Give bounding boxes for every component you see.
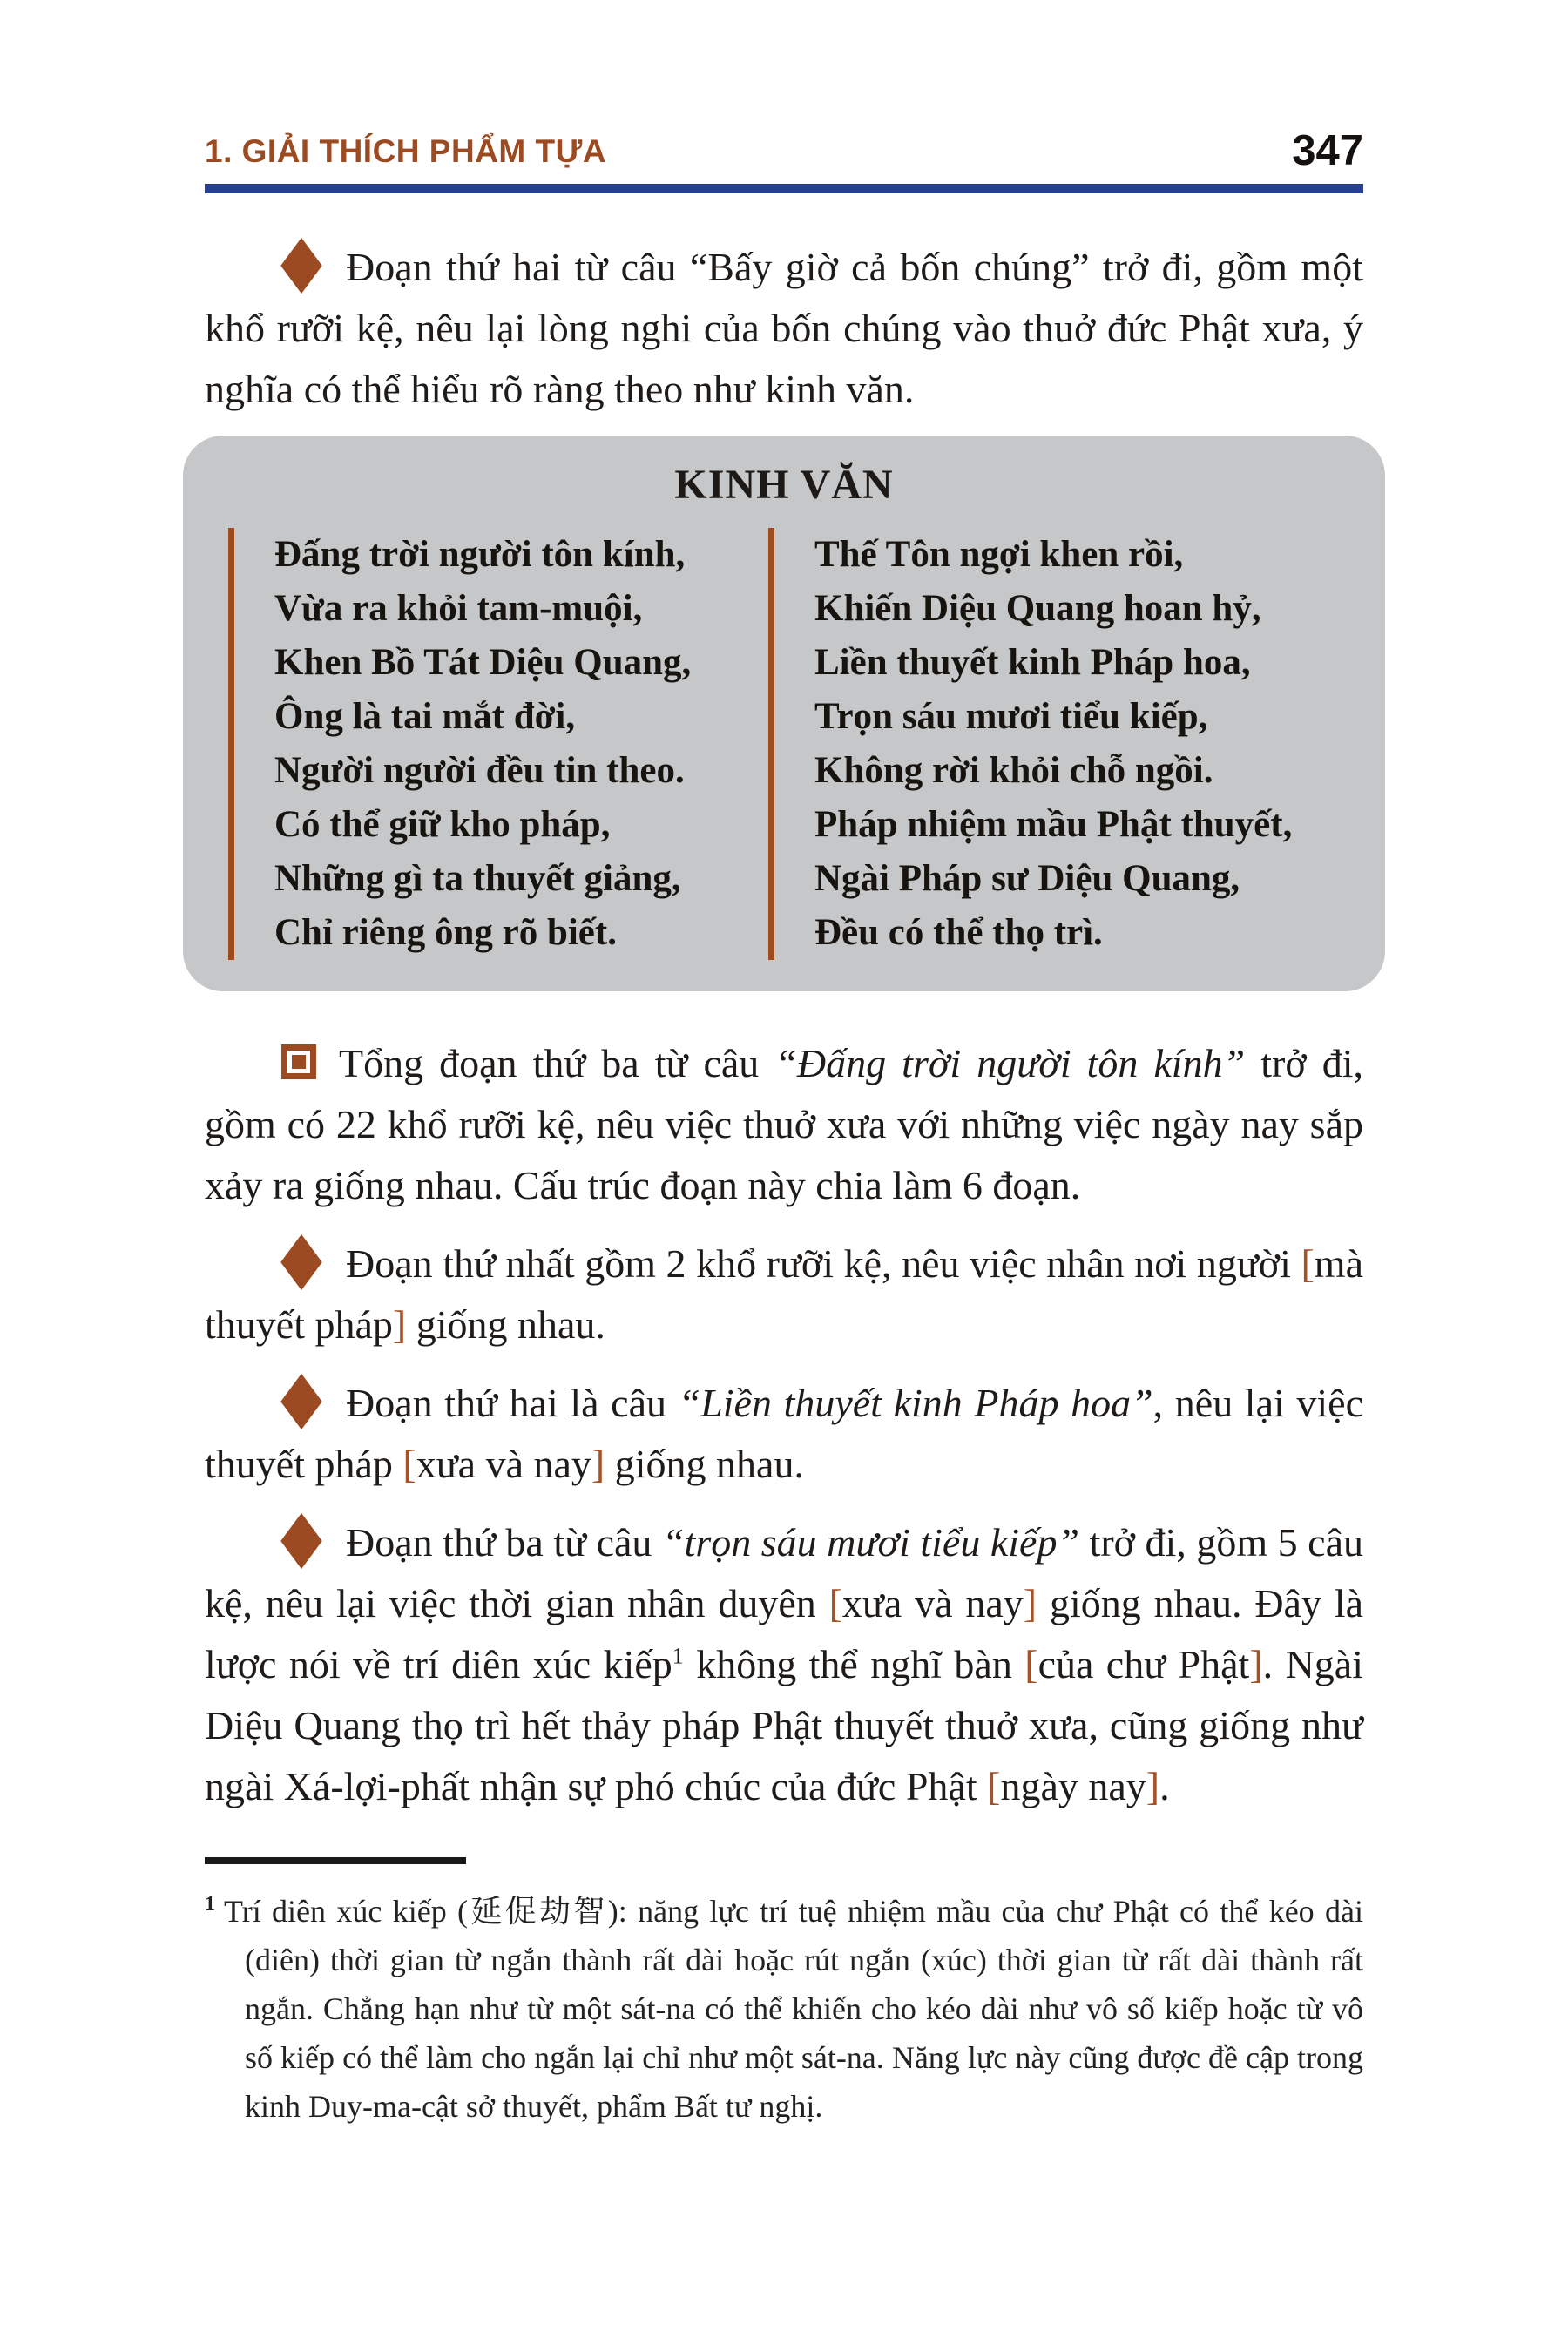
text-run: trở đi, gồm 5 câu kệ, nêu lại việc thời gian nhân duyên — [205, 1520, 1363, 1625]
bracket-mark: ] — [1023, 1581, 1037, 1625]
text-run: xưa và nay — [416, 1442, 591, 1486]
text-run: xưa và nay — [841, 1581, 1024, 1625]
header-rule — [205, 184, 1363, 193]
running-header-title: 1. GIẢI THÍCH PHẨM TỰA — [205, 133, 607, 169]
bracket-mark: [ — [1301, 1241, 1315, 1286]
text-run: Đoạn thứ hai từ câu “Bấy giờ cả bốn chúng” trở đi, gồm một khổ rưỡi kệ, nêu lại lòng nghi của bốn chúng vào thuở đức Phật xưa, ý nghĩa có thể hiểu rõ ràng theo như kinh văn. — [205, 245, 1363, 411]
verse-line: Chỉ riêng ông rõ biết. — [274, 912, 617, 953]
text-run: không thể nghĩ bàn — [683, 1642, 1025, 1686]
text-run: giống nhau. — [406, 1302, 605, 1347]
verse-line: Khiến Diệu Quang hoan hỷ, — [814, 588, 1261, 629]
verse-column-right — [768, 528, 1385, 960]
footnote — [205, 1887, 1363, 2131]
text-run: giống nhau. Đây là lược nói về trí diên xúc kiếp — [205, 1581, 1364, 1686]
verse-line: Vừa ra khỏi tam-muội, — [274, 588, 643, 629]
text-run: Trí diên xúc kiếp (延促劫智): năng lực trí tuệ nhiệm mầu của chư Phật có thể kéo dài (diên) thời gian từ ngắn thành rất dài hoặc rút ngắn (xúc) thời gian từ rất dài thành rất ngắn. Chẳng hạn như từ một sát-na có thể khiến cho kéo dài như vô số kiếp hoặc từ vô số kiếp có thể làm cho ngắn lại chỉ như một sát-na. Năng lực này cũng được đề cập trong kinh Duy-ma-cật sở thuyết, phẩm Bất tư nghị. — [224, 1894, 1363, 2124]
bracket-mark: ] — [1249, 1642, 1263, 1686]
kinh-van-box — [183, 436, 1385, 991]
verse-line: Thế Tôn ngợi khen rồi, — [814, 534, 1184, 575]
text-run: Đoạn thứ hai là câu — [346, 1381, 679, 1425]
diamond-bullet-icon — [280, 1513, 322, 1569]
verse-line: Người người đều tin theo. — [274, 750, 685, 791]
verse-line: Đều có thể thọ trì. — [814, 912, 1103, 953]
text-run: ngày nay — [1000, 1764, 1146, 1808]
diamond-bullet-icon — [280, 1374, 322, 1429]
text-run: Tổng đoạn thứ ba từ câu — [339, 1041, 775, 1085]
verse-line: Không rời khỏi chỗ ngồi. — [814, 750, 1213, 791]
verse-columns — [183, 528, 1385, 960]
diamond-bullet-icon — [280, 1234, 322, 1290]
verse-line: Đấng trời người tôn kính, — [274, 534, 686, 575]
footnote-text — [224, 1894, 1363, 2124]
text-run: của chư Phật — [1037, 1642, 1250, 1686]
quoted-verse-text: “Đấng trời người tôn kính” — [774, 1041, 1246, 1085]
text-run: . — [1159, 1764, 1170, 1808]
quoted-verse-text: “Liền thuyết kinh Pháp hoa” — [678, 1381, 1153, 1425]
commentary-paragraphs — [205, 1033, 1363, 1817]
paragraph — [205, 237, 1363, 420]
bracket-mark: ] — [591, 1442, 605, 1486]
paragraph — [205, 1512, 1363, 1817]
bracket-mark: [ — [828, 1581, 842, 1625]
bracket-mark: [ — [987, 1764, 1001, 1808]
paragraph — [205, 1373, 1363, 1495]
square-in-square-bullet-icon — [281, 1044, 316, 1079]
diamond-bullet-icon — [280, 238, 322, 294]
verse-line: Trọn sáu mươi tiểu kiếp, — [814, 696, 1208, 737]
text-run: mà thuyết pháp — [205, 1241, 1363, 1347]
text-run: trở đi, gồm có 22 khổ rưỡi kệ, nêu việc thuở xưa với những việc ngày nay sắp xảy ra giống nhau. Cấu trúc đoạn này chia làm 6 đoạn. — [205, 1041, 1363, 1207]
text-run: Đoạn thứ nhất gồm 2 khổ rưỡi kệ, nêu việc nhân nơi người — [346, 1241, 1301, 1286]
verse-line: Khen Bồ Tát Diệu Quang, — [274, 642, 692, 683]
kinh-van-title: KINH VĂN — [674, 462, 894, 508]
text-run: giống nhau. — [605, 1442, 804, 1486]
footnote-reference: 1 — [672, 1643, 684, 1669]
page-number: 347 — [1292, 127, 1363, 174]
intro-paragraphs — [205, 237, 1363, 420]
bracket-mark: ] — [1146, 1764, 1160, 1808]
verse-line: Ngài Pháp sư Diệu Quang, — [814, 858, 1240, 899]
footnote-marker: 1 — [205, 1893, 215, 1916]
verse-line: Ông là tai mắt đời, — [274, 696, 576, 737]
text-run: . Ngài Diệu Quang thọ trì hết thảy pháp Phật thuyết thuở xưa, cũng giống như ngài Xá-lợi-phất nhận sự phó chúc của đức Phật — [205, 1642, 1363, 1808]
footnote-separator — [205, 1857, 466, 1864]
verse-line: Những gì ta thuyết giảng, — [274, 858, 681, 899]
bracket-mark: [ — [402, 1442, 416, 1486]
bracket-mark: ] — [392, 1302, 407, 1347]
quoted-verse-text: “trọn sáu mươi tiểu kiếp” — [661, 1520, 1080, 1565]
paragraph — [205, 1033, 1363, 1216]
text-run: Đoạn thứ ba từ câu — [346, 1520, 662, 1565]
page-header — [205, 127, 1363, 174]
verse-line: Liền thuyết kinh Pháp hoa, — [814, 642, 1251, 683]
verse-line: Có thể giữ kho pháp, — [274, 804, 611, 845]
text-run: , nêu lại việc thuyết pháp — [205, 1381, 1363, 1486]
paragraph — [205, 1233, 1363, 1355]
verse-line: Pháp nhiệm mầu Phật thuyết, — [814, 804, 1293, 845]
verse-column-left — [228, 528, 768, 960]
bracket-mark: [ — [1024, 1642, 1038, 1686]
